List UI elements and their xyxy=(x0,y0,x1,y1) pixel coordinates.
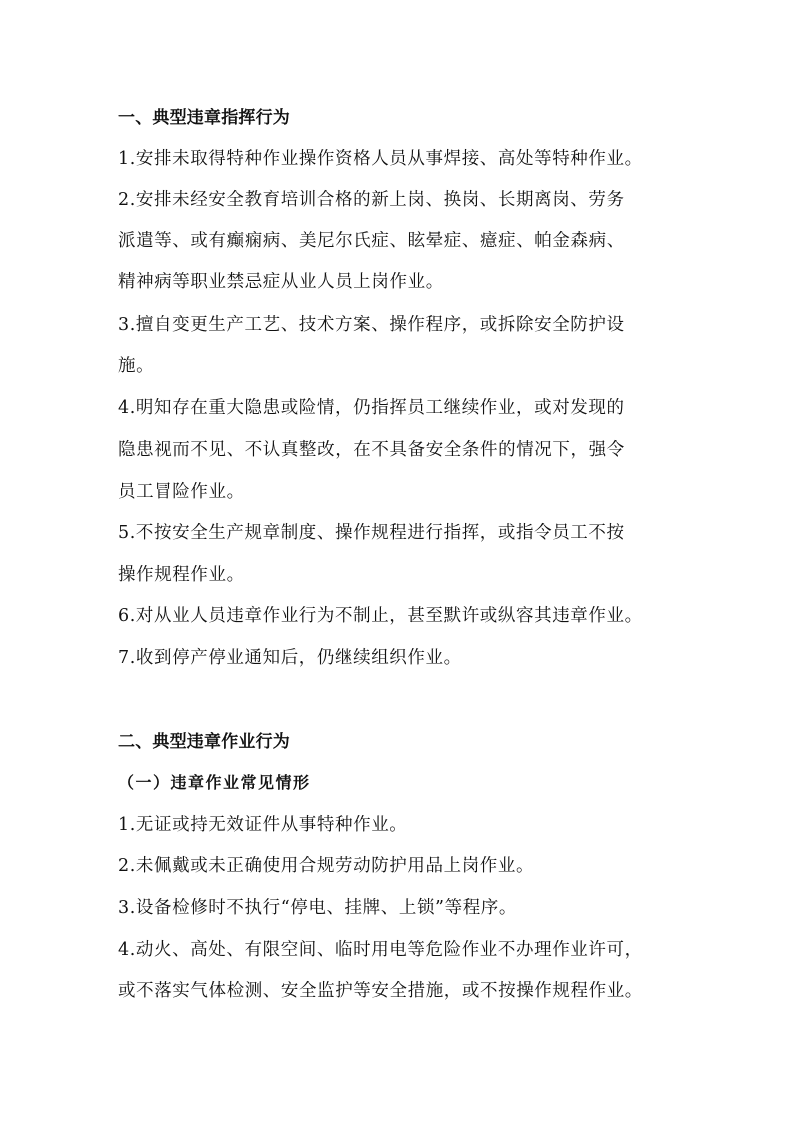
paragraph-line: 员工冒险作业。 xyxy=(118,482,245,502)
paragraph-line: 1.安排未取得特种作业操作资格人员从事焊接、高处等特种作业。 xyxy=(118,149,643,169)
paragraph-line: 操作规程作业。 xyxy=(118,565,245,585)
paragraph-line: 施。 xyxy=(118,356,155,376)
paragraph-line: 6.对从业人员违章作业行为不制止，甚至默许或纵容其违章作业。 xyxy=(118,606,643,626)
paragraph-line: 4.动火、高处、有限空间、临时用电等危险作业不办理作业许可， xyxy=(118,940,643,960)
paragraph-line: 2.安排未经安全教育培训合格的新上岗、换岗、长期离岗、劳务 xyxy=(118,190,625,210)
paragraph-line: 3.擅自变更生产工艺、技术方案、操作程序，或拆除安全防护设 xyxy=(118,315,625,335)
paragraph-line: 派遣等、或有癫痫病、美尼尔氏症、眩晕症、癔症、帕金森病、 xyxy=(118,231,625,251)
paragraph-line: 3.设备检修时不执行“停电、挂牌、上锁”等程序。 xyxy=(118,898,517,918)
paragraph-line: 2.未佩戴或未正确使用合规劳动防护用品上岗作业。 xyxy=(118,856,535,876)
section-2-subheading: （一）违章作业常见情形 xyxy=(118,773,311,792)
paragraph-line: 7.收到停产停业通知后，仍继续组织作业。 xyxy=(118,648,462,668)
paragraph-line: 隐患视而不见、不认真整改，在不具备安全条件的情况下，强令 xyxy=(118,440,625,460)
section-2-heading: 二、典型违章作业行为 xyxy=(118,732,290,752)
paragraph-line: 精神病等职业禁忌症从业人员上岗作业。 xyxy=(118,272,444,292)
paragraph-line: 1.无证或持无效证件从事特种作业。 xyxy=(118,815,408,835)
paragraph-line: 5.不按安全生产规章制度、操作规程进行指挥，或指令员工不按 xyxy=(118,523,625,543)
paragraph-line: 或不落实气体检测、安全监护等安全措施，或不按操作规程作业。 xyxy=(118,981,643,1001)
section-1-heading: 一、典型违章指挥行为 xyxy=(118,108,290,128)
paragraph-line: 4.明知存在重大隐患或险情，仍指挥员工继续作业，或对发现的 xyxy=(118,398,625,418)
